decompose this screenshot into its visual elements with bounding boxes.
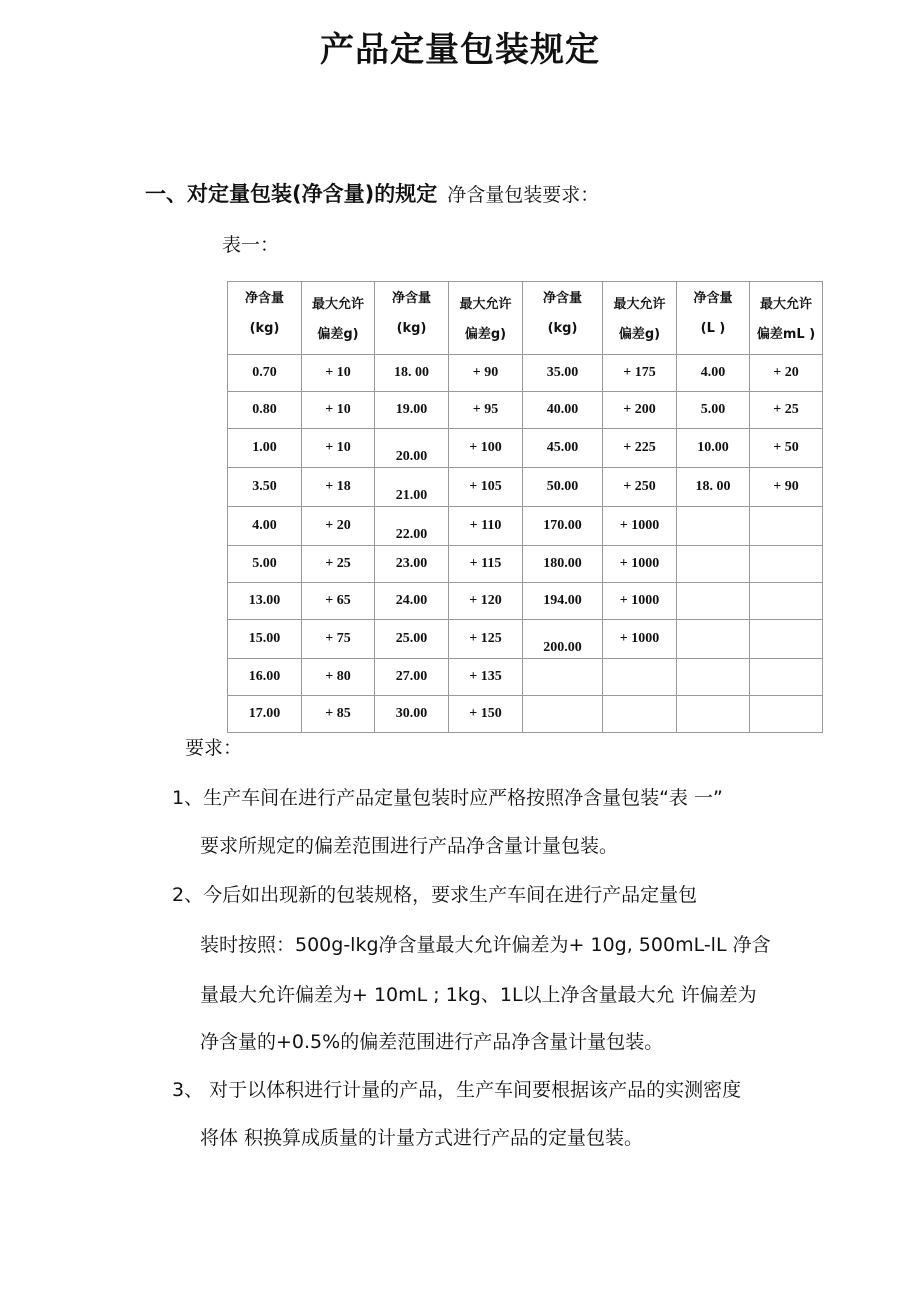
requirement-line: 量最大允许偏差为+ 10mL ; 1kg、1L以上净含量最大允 许偏差为: [200, 984, 757, 1006]
document-title: 产品定量包装规定: [320, 30, 600, 70]
requirements-label: 要求：: [185, 737, 243, 759]
table-cell: + 75: [302, 620, 375, 659]
header-text: (kg): [396, 321, 427, 336]
table-cell: 30.00: [375, 696, 449, 733]
requirement-line: 装时按照：500g-lkg净含量最大允许偏差为+ 10g, 500mL-lL 净含: [200, 934, 771, 956]
table-cell: + 1000: [603, 546, 677, 583]
table-cell: 18. 00: [677, 468, 750, 507]
requirement-line: 3、 对于以体积进行计量的产品，生产车间要根据该产品的实测密度: [172, 1079, 742, 1101]
header-text: 最大允许: [459, 297, 512, 312]
table-cell: + 10: [302, 392, 375, 429]
table-row: [228, 583, 823, 620]
table-cell: 200.00: [523, 620, 603, 659]
table-cell: [603, 696, 677, 733]
table-cell: [677, 583, 750, 620]
table-cell: + 50: [750, 429, 823, 468]
table-cell: [603, 659, 677, 696]
table-cell: 23.00: [375, 546, 449, 583]
table-row: [228, 659, 823, 696]
table-cell: + 250: [603, 468, 677, 507]
table-cell: 27.00: [375, 659, 449, 696]
table-cell: + 90: [750, 468, 823, 507]
table-cell: + 1000: [603, 620, 677, 659]
table-cell: 1.00: [228, 429, 302, 468]
header-text: (kg): [249, 321, 280, 336]
table-header-cell: [523, 282, 603, 355]
table-cell: 13.00: [228, 583, 302, 620]
table-cell: + 25: [750, 392, 823, 429]
table-row: [228, 355, 823, 392]
table-cell: 0.80: [228, 392, 302, 429]
table-cell: 45.00: [523, 429, 603, 468]
table-cell: [677, 659, 750, 696]
table-cell: 194.00: [523, 583, 603, 620]
header-text: (kg): [547, 321, 578, 336]
table-cell: [750, 696, 823, 733]
table-cell: [750, 659, 823, 696]
table-cell: + 125: [449, 620, 523, 659]
header-text: 净含量: [542, 291, 582, 306]
section-heading-text: 一、对定量包装(净含量)的规定: [145, 182, 438, 206]
table-cell: [677, 696, 750, 733]
table-cell: [677, 507, 750, 546]
table-row: [228, 696, 823, 733]
table-cell: 35.00: [523, 355, 603, 392]
table-cell: + 90: [449, 355, 523, 392]
table-header-cell: [603, 282, 677, 355]
table-cell: 22.00: [375, 507, 449, 546]
table-header-cell: [750, 282, 823, 355]
header-text: 偏差g): [317, 327, 359, 342]
table-row: [228, 429, 823, 468]
table-cell: 4.00: [677, 355, 750, 392]
table-cell: 4.00: [228, 507, 302, 546]
table-cell: [523, 659, 603, 696]
table-cell: + 100: [449, 429, 523, 468]
table-cell: + 25: [302, 546, 375, 583]
table-row: [228, 392, 823, 429]
table-cell: 170.00: [523, 507, 603, 546]
table-cell: + 10: [302, 355, 375, 392]
table-cell: [750, 620, 823, 659]
header-text: 净含量: [244, 291, 284, 306]
table-cell: 18. 00: [375, 355, 449, 392]
header-text: 最大允许: [613, 297, 666, 312]
table-row: [228, 620, 823, 659]
table-header-cell: [228, 282, 302, 355]
table-cell: 5.00: [228, 546, 302, 583]
table-cell: + 65: [302, 583, 375, 620]
table-label: 表一：: [222, 234, 280, 256]
requirement-line: 2、今后如出现新的包装规格，要求生产车间在进行产品定量包: [172, 884, 698, 906]
table-cell: 3.50: [228, 468, 302, 507]
table-cell: 19.00: [375, 392, 449, 429]
table-cell: [523, 696, 603, 733]
table-cell: + 115: [449, 546, 523, 583]
table-row: [228, 468, 823, 507]
table-cell: + 18: [302, 468, 375, 507]
table-cell: 17.00: [228, 696, 302, 733]
table-cell: + 80: [302, 659, 375, 696]
header-text: 偏差g): [464, 327, 507, 342]
table-cell: 10.00: [677, 429, 750, 468]
table-cell: + 120: [449, 583, 523, 620]
requirement-line: 净含量的+0.5%的偏差范围进行产品净含量计量包装。: [200, 1031, 664, 1053]
table-cell: + 20: [750, 355, 823, 392]
table-cell: [750, 546, 823, 583]
table-cell: + 85: [302, 696, 375, 733]
table-cell: 180.00: [523, 546, 603, 583]
table-cell: [677, 620, 750, 659]
header-text: 偏差mL ): [756, 327, 816, 342]
table-cell: 25.00: [375, 620, 449, 659]
table-cell: 16.00: [228, 659, 302, 696]
section-subheading: 净含量包装要求：: [447, 184, 600, 206]
table-cell: 21.00: [375, 468, 449, 507]
table-cell: [677, 546, 750, 583]
table-header-cell: [302, 282, 375, 355]
table-cell: 15.00: [228, 620, 302, 659]
table-cell: 24.00: [375, 583, 449, 620]
requirement-line: 1、生产车间在进行产品定量包装时应严格按照净含量包装“表 一”: [172, 787, 723, 809]
table-cell: [750, 507, 823, 546]
table-cell: [750, 583, 823, 620]
table-cell: + 95: [449, 392, 523, 429]
header-text: 偏差g): [618, 327, 661, 342]
table-cell: + 225: [603, 429, 677, 468]
table-cell: + 175: [603, 355, 677, 392]
table-cell: + 135: [449, 659, 523, 696]
table-header-cell: [449, 282, 523, 355]
table-cell: 5.00: [677, 392, 750, 429]
table-cell: 20.00: [375, 429, 449, 468]
header-text: 最大允许: [311, 297, 364, 312]
table-cell: 0.70: [228, 355, 302, 392]
header-text: 净含量: [391, 291, 431, 306]
tolerance-table: [227, 281, 823, 733]
table-header-cell: [375, 282, 449, 355]
table-cell: 40.00: [523, 392, 603, 429]
header-text: 净含量: [693, 291, 733, 306]
table-cell: + 200: [603, 392, 677, 429]
table-row: [228, 507, 823, 546]
section-heading: [145, 178, 599, 208]
table-cell: + 105: [449, 468, 523, 507]
table-cell: + 150: [449, 696, 523, 733]
table-header-row: [228, 282, 823, 355]
table-cell: + 20: [302, 507, 375, 546]
header-text: 最大允许: [759, 297, 812, 312]
requirement-line: 要求所规定的偏差范围进行产品净含量计量包装。: [200, 835, 619, 857]
table-cell: + 1000: [603, 583, 677, 620]
header-text: (L ): [700, 321, 726, 336]
table-cell: 50.00: [523, 468, 603, 507]
table-cell: + 110: [449, 507, 523, 546]
table-row: [228, 546, 823, 583]
table-cell: + 1000: [603, 507, 677, 546]
table-cell: + 10: [302, 429, 375, 468]
table-header-cell: [677, 282, 750, 355]
requirement-line: 将体 积换算成质量的计量方式进行产品的定量包装。: [200, 1127, 644, 1149]
